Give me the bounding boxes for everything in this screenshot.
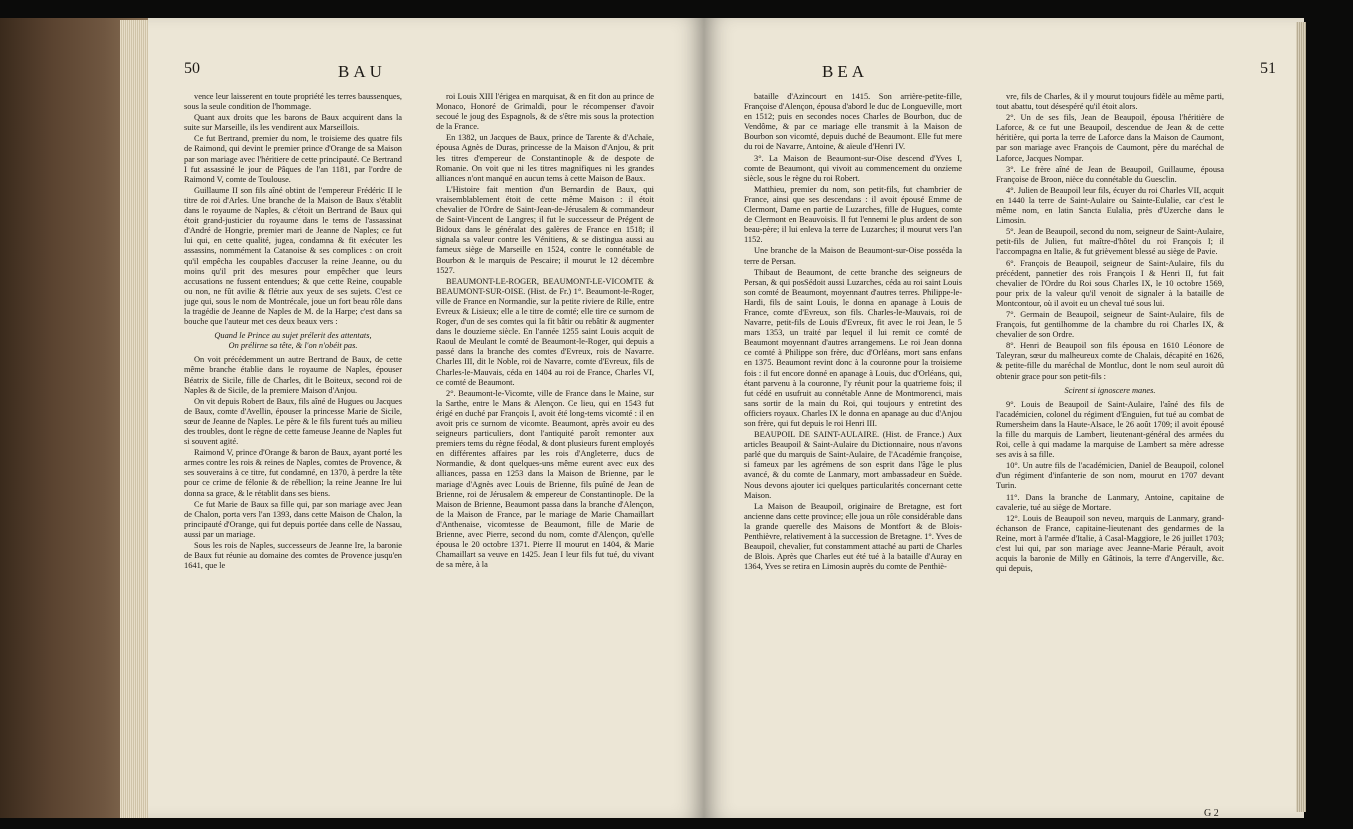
paragraph: Quant aux droits que les barons de Baux acquirent dans la suite sur Marseille, ils les vendirent aux Marseillois. xyxy=(184,113,402,133)
paragraph: 2°. Un de ses fils, Jean de Beaupoil, épousa l'héritière de Laforce, & ce fut une Beaupoil, descendue de Jean & de cette héritière, qui porta la terre de Laforce dans la Maison de Caumont, par son mariage avec François de Caumont, père du maréchal de Laforce, Jacques Nompar. xyxy=(996,113,1224,163)
running-head-right: BEA xyxy=(822,62,868,81)
page-number-right: 51 xyxy=(1260,60,1276,77)
paragraph: 3°. La Maison de Beaumont-sur-Oise descend d'Yves I, comte de Beaumont, qui vivoit au commencement du onzieme siècle, sous le règne du roi Robert. xyxy=(744,153,962,183)
paragraph: Raimond V, prince d'Orange & baron de Baux, ayant porté les armes contre les rois & reines de Naples, comtes de Provence, & ses souverains à ce titre, fut condamné, en 1370, à perdre la tête pour ce crime de félonie & de rébellion; la reine Jeanne Ire lui donna sa grace, & le rétablit dans ses biens. xyxy=(184,448,402,498)
paragraph: Une branche de la Maison de Beaumont-sur-Oise posséda la terre de Persan. xyxy=(744,246,962,266)
paragraph: 3°. Le frère aîné de Jean de Beaupoil, Guillaume, épousa Françoise de Broon, nièce du connétable du Guesclin. xyxy=(996,164,1224,184)
paragraph: Thibaut de Beaumont, de cette branche des seigneurs de Persan, & qui posSédoit aussi Luzarches, céda au roi saint Louis son comté de Beaumont, moyennant d'autres terres. Philippe-le-Hardi, fils de saint Louis, le donna en apanage à Louis de France, comte d'Evreux, son fils. Charles-le-Mauvais, roi de Navarre, petit-fils de Louis d'Evreux, fit avec le roi Jean, le 5 mars 1353, un traité par lequel il lui remit ce comté de Beaumont moyennant d'autres arrangemens. Le roi Jean donna ce comté à Philippe son frère, duc d'Orléans, mort sans enfans en 1375. Beaumont revint donc à la couronne pour la troisieme fois : il fut encore donné en apanage à Louis, duc d'Orléans, qui, étant parvenu à la couronne, l'y réunit pour la quatrieme fois; il fut cédé en usufruit au connétable Anne de Montmorenci, mais sans sortir de la main du Roi, qui toujours y entretint des officiers royaux. Charles IX le donna en apanage au duc d'Anjou son frère, qui fut depuis le roi Henri III. xyxy=(744,267,962,428)
paragraph: On voit précédemment un autre Bertrand de Baux, de cette même branche établie dans le royaume de Naples, épouser Béatrix de Sicile, fille de Charles, dit le Boiteux, second roi de Naples & de Sicile, de la premiere Maison d'Anjou. xyxy=(184,355,402,395)
paragraph: 11°. Dans la branche de Lanmary, Antoine, capitaine de cavalerie, tué au siège de Mortare. xyxy=(996,492,1224,512)
running-head-left: BAU xyxy=(338,62,386,81)
verse-quote: Quand le Prince au sujet prélerit des attentats, On prélirne sa tête, & l'on n'obéit pas. xyxy=(214,331,372,351)
paragraph: 2°. Beaumont-le-Vicomte, ville de France dans le Maine, sur la Sarthe, entre le Mans & Alençon. Ce lieu, qui en 1543 fut érigé en duché par François I, avoit été long-tems vicomté : il en avoit pris ce surnom de vicomte. Beaumont, après avoir eu des seigneurs particuliers, dont l'antiquité paroît remonter aux premiers tems du règne féodal, & dont plusieurs furent employés en différentes affaires par les rois d'Angleterre, ducs de Normandie, & dont quelques-uns même eurent avec eux des alliances, passa en 1253 dans la Maison de Brienne, par le mariage d'Agnès avec Louis de Brienne, fils puîné de Jean de Brienne, roi de Jérusalem & empereur de Constantinople. De la Maison de Brienne, Beaumont passa dans la branche d'Alençon, de la Maison de France, par le mariage de Marie Chamaillart d'Anthenaise, vicomtesse de Beaumont, fille de Marie de Brienne, avec Pierre, second du nom, comte d'Alençon, qu'elle épousa le 20 octobre 1371. Pierre II mourut en 1404, & Marie Chamaillart sa veuve en 1425. Jean I leur fils fut tué, du vivant de sa mère, à la xyxy=(436,388,654,570)
paragraph: BEAUPOIL DE SAINT-AULAIRE. (Hist. de France.) Aux articles Beaupoil & Saint-Aulaire du Dictionnaire, nous n'avons parlé que du marquis de Saint-Aulaire, de l'Académie françoise, si fameux par les agrémens de son esprit dans l'âge le plus avancé, & du comte de Lanmary, mort ambassadeur en Suède. Nous devons ajouter ici quelques particularités concernant cette Maison. xyxy=(744,430,962,500)
paragraph: 8°. Henri de Beaupoil son fils épousa en 1610 Léonore de Taleyran, sœur du malheureux comte de Chalais, décapité en 1626, & petite-fille du maréchal de Montluc, dont le nom seul auroit dû obtenir grace pour son petit-fils : xyxy=(996,341,1224,381)
paragraph: Ce fut Bertrand, premier du nom, le troisieme des quatre fils de Raimond, qui devint le premier prince d'Orange de sa Maison par son mariage avec l'héritiere de cette principauté. Ce Bertrand I fut assassiné le jour de Pâques de l'an 1181, par l'ordre de Raimond V, comte de Toulouse. xyxy=(184,134,402,184)
paragraph: La Maison de Beaupoil, originaire de Bretagne, est fort ancienne dans cette province; elle joua un rôle considérable dans la grande querelle des Maisons de Montfort & de Blois-Penthièvre, relativement à la succession de Bretagne. 1°. Yves de Beaupoil, chevalier, fut constamment attaché au parti de Charles de Blois. Après que Charles eut été tué à la bataille d'Auray en 1364, Yves se retira en Limosin auprès du comte de Penthiè- xyxy=(744,501,962,572)
paragraph: Guillaume II son fils aîné obtint de l'empereur Frédéric II le titre de roi d'Arles. Une branche de la Maison de Baux s'établit dans le royaume de Naples, & c'étoit un Bertrand de Baux qui étoit grand-justicier du royaume dans le tems de l'assassinat d'André de Hongrie, premier mari de Jeanne de Naples; ce fut lui qui, en cette qualité, jugea, condamna & fit exécuter les assassins, nommément la Catanoise & ses complices : on croit qu'il empêcha les coupables d'accuser la reine Jeanne, ou du moins qu'il prit des mesures pour empêcher que leurs accusations ne fussent entendues; & que cette Reine, coupable ou non, ne fût avilie & flétrie aux yeux de ses sujets. C'est ce juge qui, sous le nom de Montrécale, joue un fort beau rôle dans la tragédie de Jeanne de Naples de M. de la Harpe; c'est dans sa bouche que l'auteur met ces deux beaux vers : xyxy=(184,185,402,327)
right-page xyxy=(704,18,1304,818)
paragraph: vence leur laisserent en toute propriété les terres baussenques, sous la seule condition de l'hommage. xyxy=(184,92,402,112)
paragraph: En 1382, un Jacques de Baux, prince de Tarente & d'Achaïe, épousa Agnès de Duras, princesse de la Maison d'Anjou, & prit les titres d'empereur de Constantinople & de despote de Romanie. On voit que ni les titres magnifiques ni les grandes alliances n'ont manqué en aucun tems à cette Maison de Baux. xyxy=(436,133,654,183)
left-page-column-2 xyxy=(436,92,654,808)
page-number-left: 50 xyxy=(184,60,200,77)
paragraph: Sous les rois de Naples, successeurs de Jeanne Ire, la baronie de Baux fut réunie au domaine des comtes de Provence jusqu'en 1641, que le xyxy=(184,541,402,571)
paragraph: 9°. Louis de Beaupoil de Saint-Aulaire, l'aîné des fils de l'académicien, colonel du régiment d'Enguien, fut tué au combat de Rumersheim dans la Haute-Alsace, le 26 août 1709; il avoit épousé la fille du marquis de Lambert, lieutenant-général des armées du Roi, celle à qui madame la marquise de Lambert sa mère adresse ses avis à sa fille. xyxy=(996,399,1224,460)
paragraph: Ce fut Marie de Baux sa fille qui, par son mariage avec Jean de Chalon, porta vers l'an 1393, dans cette Maison de Chalon, la principauté d'Orange, qui fut depuis portée dans celle de Nassau, aussi par un mariage. xyxy=(184,499,402,539)
paragraph: bataille d'Azincourt en 1415. Son arrière-petite-fille, Françoise d'Alençon, épousa d'abord le duc de Longueville, mort en 1512; puis en secondes noces Charles de Bourbon, duc de Vendôme, & par ce mariage elle transmit à la Maison de Bourbon son vicomté, depuis duché de Beaumont. Elle fut mere du roi de Navarre, Antoine, & aïeule d'Henri IV. xyxy=(744,92,962,152)
page-edges-right xyxy=(1296,22,1306,812)
right-page-column-1 xyxy=(744,92,962,808)
paragraph: Matthieu, premier du nom, son petit-fils, fut chambrier de France, ainsi que ses descendans : il avoit épousé Emme de Clermont, Dame en partie de Luzarches, fille de Hugues, comte de Clermont en Beauvoisis. Il fut l'ennemi le plus ardent de son beau-père; il lui enleva la terre de Luzarches; il mourut vers l'an 1152. xyxy=(744,184,962,245)
right-page-column-2 xyxy=(996,92,1224,808)
latin-quote: Scirent si ignoscere manes. xyxy=(1064,385,1156,395)
paragraph: 5°. Jean de Beaupoil, second du nom, seigneur de Saint-Aulaire, petit-fils de Julien, fut maître-d'hôtel du roi François I; il l'accompagna en Italie, & fut grièvement blessé au siège de Pavie. xyxy=(996,227,1224,257)
paragraph: BEAUMONT-LE-ROGER, BEAUMONT-LE-VICOMTE & BEAUMONT-SUR-OISE. (Hist. de Fr.) 1°. Beaumont-le-Roger, ville de France en Normandie, sur la petite riviere de Rille, entre Evreux & Lisieux; elle a le titre de comté; elle tire ce surnom de Roger, d'un de ses comtes qui la fit bâtir ou rebâtir & augmenter dans le douzieme siècle. En l'année 1255 saint Louis acquit de Raoul de Meulant le comté de Beaumont-le-Roger, qui depuis a passé dans la branche des comtes d'Evreux, rois de Navarre. Charles III, dit le Noble, roi de Navarre, comte d'Evreux, fils de Charles-le-Mauvais, céda en 1404 au roi de France, Charles VI, ce comté de Beaumont. xyxy=(436,276,654,387)
paragraph: vre, fils de Charles, & il y mourut toujours fidèle au même parti, tout abattu, tout désespéré qu'il étoit alors. xyxy=(996,92,1224,112)
paragraph: 6°. François de Beaupoil, seigneur de Saint-Aulaire, fils du précédent, pannetier des rois François I & Henri II, fut fait chevalier de l'Ordre du Roi sous Charles IX, le 10 octobre 1569, pour prix de la valeur qu'il venoit de signaler à la bataille de Montcontour, où il avoit eu un cheval tué sous lui. xyxy=(996,258,1224,308)
paragraph: 10°. Un autre fils de l'académicien, Daniel de Beaupoil, colonel d'un régiment d'infanterie de son nom, mourut en 1707 devant Turin. xyxy=(996,461,1224,491)
left-page-column-1 xyxy=(184,92,402,808)
left-page xyxy=(148,18,704,818)
paragraph: 4°. Julien de Beaupoil leur fils, écuyer du roi Charles VII, acquit en 1440 la terre de Saint-Aulaire ou Sainte-Eulalie, car c'est le même nom, en latin Sancta Eulalia, près d'Uzerche dans le Limosin. xyxy=(996,185,1224,226)
page-edges-left xyxy=(120,20,150,818)
paragraph: On vit depuis Robert de Baux, fils aîné de Hugues ou Jacques de Baux, comte d'Avellin, épouser la princesse Marie de Sicile, sœur de Jeanne de Naples. Le père & le fils furent tués au milieu des troubles, dont le règne de cette fameuse Jeanne de Naples fut si souvent agité. xyxy=(184,396,402,447)
paragraph: 12°. Louis de Beaupoil son neveu, marquis de Lanmary, grand-échanson de France, capitaine-lieutenant des gendarmes de la Reine, mort à l'armée d'Italie, à Casal-Maggiore, le 26 juillet 1703; c'est lui qui, par son mariage avec Jeanne-Marie Pérault, avoit acquis la baronie de Milly en Gâtinois, la terre d'Angerville, &c. qui depuis, xyxy=(996,513,1224,574)
paragraph: 7°. Germain de Beaupoil, seigneur de Saint-Aulaire, fils de François, fut gentilhomme de la chambre du roi Charles IX, & chevalier de son Ordre. xyxy=(996,309,1224,340)
signature-mark: G 2 xyxy=(1204,808,1219,818)
paragraph: L'Histoire fait mention d'un Bernardin de Baux, qui vraisemblablement étoit de cette même Maison : il étoit chevalier de l'Ordre de Saint-Jean-de-Jérusalem & commandeur de Saint-Vincent de Langres; il fut le successeur de Prégent de Bidoux dans le généralat des galères de France en 1518; il signala sa valeur contre les Vénitiens, & se distingua aussi au fameux siège de Marseille en 1524, contre le connétable de Bourbon & le marquis de Pescaire; il mourut le 12 décembre 1527. xyxy=(436,184,654,275)
paragraph: roi Louis XIII l'érigea en marquisat, & en fit don au prince de Monaco, Honoré de Grimaldi, pour le récompenser d'avoir secoué le joug des Espagnols, & de s'être mis sous la protection de la France. xyxy=(436,92,654,132)
